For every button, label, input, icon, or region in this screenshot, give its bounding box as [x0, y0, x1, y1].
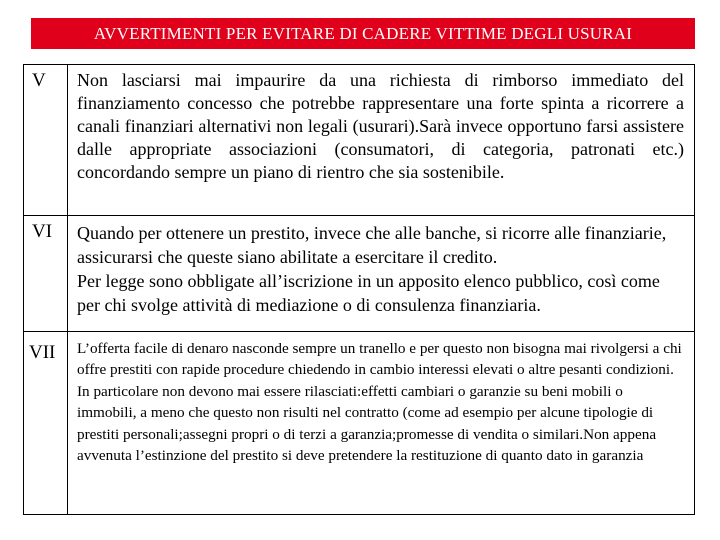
warning-paragraph: Non lasciarsi mai impaurire da una richiesta di rimborso immediato del finanziamento concesso che potrebbe rappresentare una forte spinta a ricorrere a canali finanziari alternativi non legali (usurari).Sarà invece opportuno farsi assistere dalle appropriate associazioni (consumatori, di categoria, patronati etc.) concordando sempre un piano di rientro che sia sostenibile.	[77, 70, 684, 182]
warning-number: V	[24, 65, 68, 216]
warning-paragraph: Quando per ottenere un prestito, invece che alle banche, si ricorre alle finanziarie, assicurarsi che queste siano abilitate a esercitare il credito.	[77, 223, 667, 267]
warning-number: VI	[24, 216, 68, 332]
warning-number: VII	[24, 332, 68, 515]
warning-text	[68, 332, 695, 515]
warning-paragraph: L’offerta facile di denaro nasconde sempre un tranello e per questo non bisogna mai rivolgersi a chi offre prestiti con rapide procedure chiedendo in cambio interessi elevati o altre pesanti condizioni. In particolare non devono mai essere rilasciati:effetti cambiari o garanzie su beni mobili o immobili, a meno che questo non risulti nel contratto (come ad esempio per alcune tipologie di prestiti personali;assegni propri o di terzi a garanzia;promesse di vendita o similari.Non appena avvenuta l’estinzione del prestito si deve pretendere la restituzione di quanto dato in garanzia	[77, 340, 682, 465]
page-title: AVVERTIMENTI PER EVITARE DI CADERE VITTIME DEGLI USURAI	[93, 23, 633, 43]
warning-row-vii	[24, 332, 695, 515]
warnings-table	[23, 64, 695, 515]
title-banner	[31, 18, 695, 49]
warning-text	[68, 216, 695, 332]
warning-paragraph: Per legge sono obbligate all’iscrizione in un apposito elenco pubblico, così come per chi svolge attività di mediazione o di consulenza finanziaria.	[77, 271, 660, 315]
warning-text	[68, 65, 695, 216]
warning-row-v	[24, 65, 695, 216]
warning-row-vi	[24, 216, 695, 332]
